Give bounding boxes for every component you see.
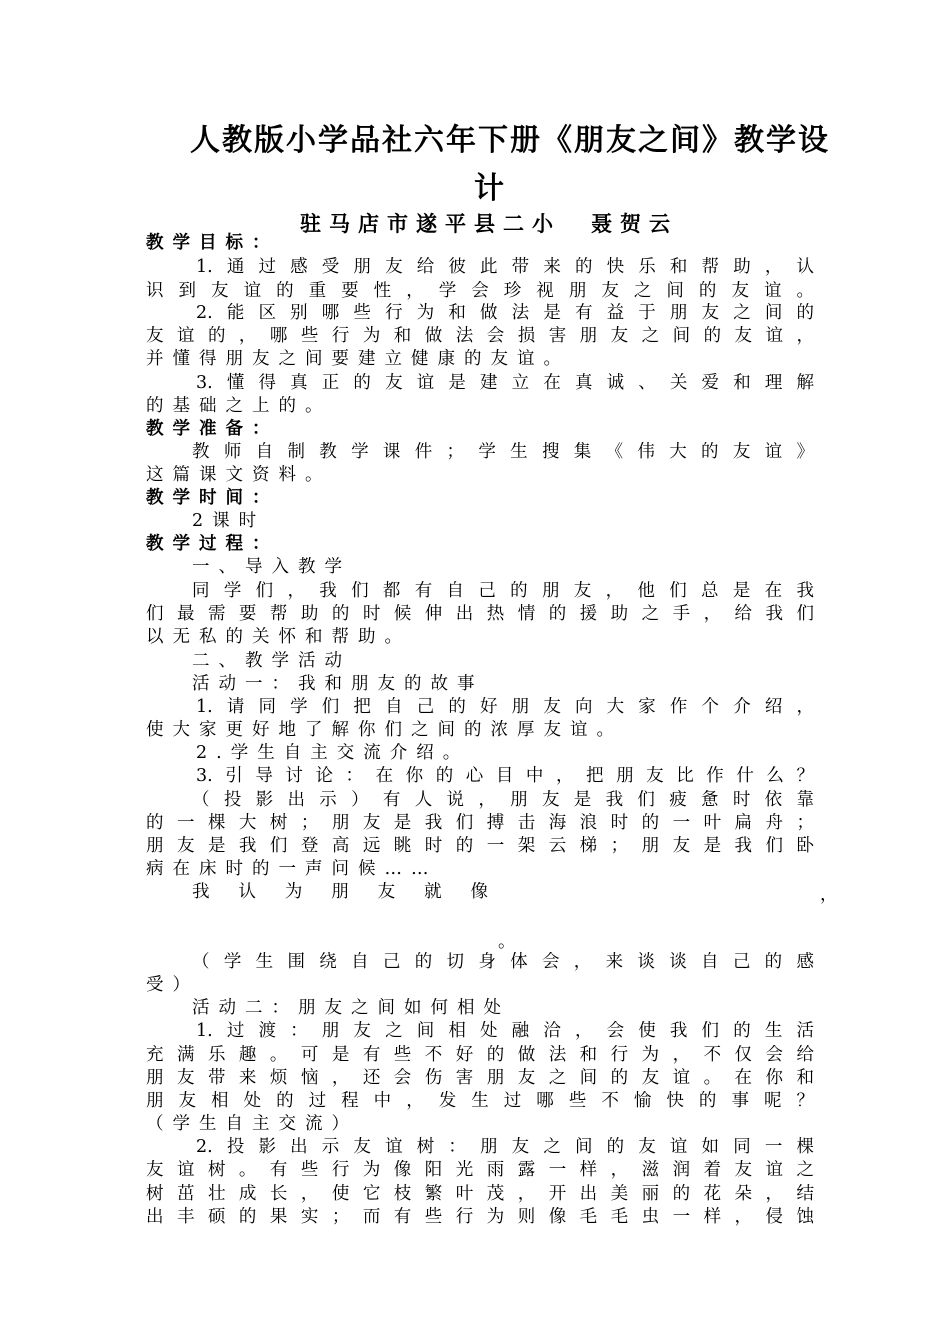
text-line: 朋友带来烦恼，还会伤害朋友之间的友谊。在你和: [146, 1068, 814, 1088]
text-line: 一、导入教学: [192, 557, 351, 577]
text-line: 并懂得朋友之间要建立健康的友谊。: [146, 349, 570, 369]
text-line: 2课时: [192, 511, 266, 531]
text-line: 2.投影出示友谊树：朋友之间的友谊如同一棵: [196, 1137, 814, 1157]
text-line: 3.懂得真正的友谊是建立在真诚、关爱和理解: [196, 373, 814, 393]
doc-title-line1: 人教版小学品社六年下册《朋友之间》教学设: [190, 123, 830, 158]
text-line: 友谊树。有些行为像阳光雨露一样，滋润着友谊之: [146, 1160, 814, 1180]
text-line: 以无私的关怀和帮助。: [146, 627, 411, 647]
text-line: 的基础之上的。: [146, 396, 332, 416]
doc-title-line2: 计: [474, 171, 506, 206]
text-line: 活动一：我和朋友的故事: [192, 674, 484, 694]
section-heading: 教学时间：: [146, 488, 279, 508]
text-line: 的一棵大树；朋友是我们搏击海浪时的一叶扁舟；: [146, 813, 814, 833]
text-line: 活动二：朋友之间如何相处: [192, 998, 510, 1018]
text-line: 1.通过感受朋友给彼此带来的快乐和帮助，认: [196, 257, 814, 277]
text-line: 1.请同学们把自己的好朋友向大家作个介绍，: [196, 697, 814, 717]
text-line: 充满乐趣。可是有些不好的做法和行为，不仅会给: [146, 1045, 814, 1065]
text-line: 朋友是我们登高远眺时的一架云梯；朋友是我们卧: [146, 836, 814, 856]
text-comma: ，: [820, 885, 838, 905]
text-line: 出丰硕的果实；而有些行为则像毛毛虫一样，侵蚀: [146, 1207, 814, 1227]
author-school: 驻马店市遂平县二小: [300, 212, 561, 236]
section-heading: 教学目标：: [146, 233, 279, 253]
text-line: （投影出示）有人说，朋友是我们疲惫时依靠: [192, 790, 814, 810]
text-line: 同学们，我们都有自己的朋友，他们总是在我: [192, 581, 814, 601]
text-line: 教师自制教学课件；学生搜集《伟大的友谊》: [192, 442, 814, 462]
text-line: 们最需要帮助的时候伸出热情的援助之手，给我们: [146, 604, 814, 624]
text-line: 朋友相处的过程中，发生过哪些不愉快的事呢？: [146, 1091, 814, 1111]
text-period: 。: [498, 932, 516, 952]
text-line: （学生围绕自己的切身体会，来谈谈自己的感: [192, 952, 814, 972]
text-line: 友谊的，哪些行为和做法会损害朋友之间的友谊，: [146, 326, 814, 346]
section-heading: 教学准备：: [146, 419, 279, 439]
text-line: （学生自主交流）: [146, 1114, 358, 1134]
text-line: 我认为朋友就像: [192, 882, 488, 902]
text-line: 识到友谊的重要性，学会珍视朋友之间的友谊。: [146, 281, 814, 301]
text-line: 2.学生自主交流介绍。: [196, 743, 470, 763]
section-heading: 教学过程：: [146, 534, 279, 554]
text-line: 3.引导讨论：在你的心目中，把朋友比作什么？: [196, 766, 814, 786]
text-line: 二、教学活动: [192, 651, 351, 671]
text-line: 受）: [146, 975, 199, 995]
text-line: 树茁壮成长，使它枝繁叶茂，开出美丽的花朵，结: [146, 1184, 814, 1204]
author-name: 聂贺云: [591, 212, 678, 236]
text-line: 这篇课文资料。: [146, 465, 332, 485]
text-line: 使大家更好地了解你们之间的浓厚友谊。: [146, 720, 623, 740]
text-line: 1.过渡：朋友之间相处融洽，会使我们的生活: [196, 1021, 814, 1041]
text-line: 2.能区别哪些行为和做法是有益于朋友之间的: [196, 303, 814, 323]
text-line: 病在床时的一声问候……: [146, 859, 438, 879]
